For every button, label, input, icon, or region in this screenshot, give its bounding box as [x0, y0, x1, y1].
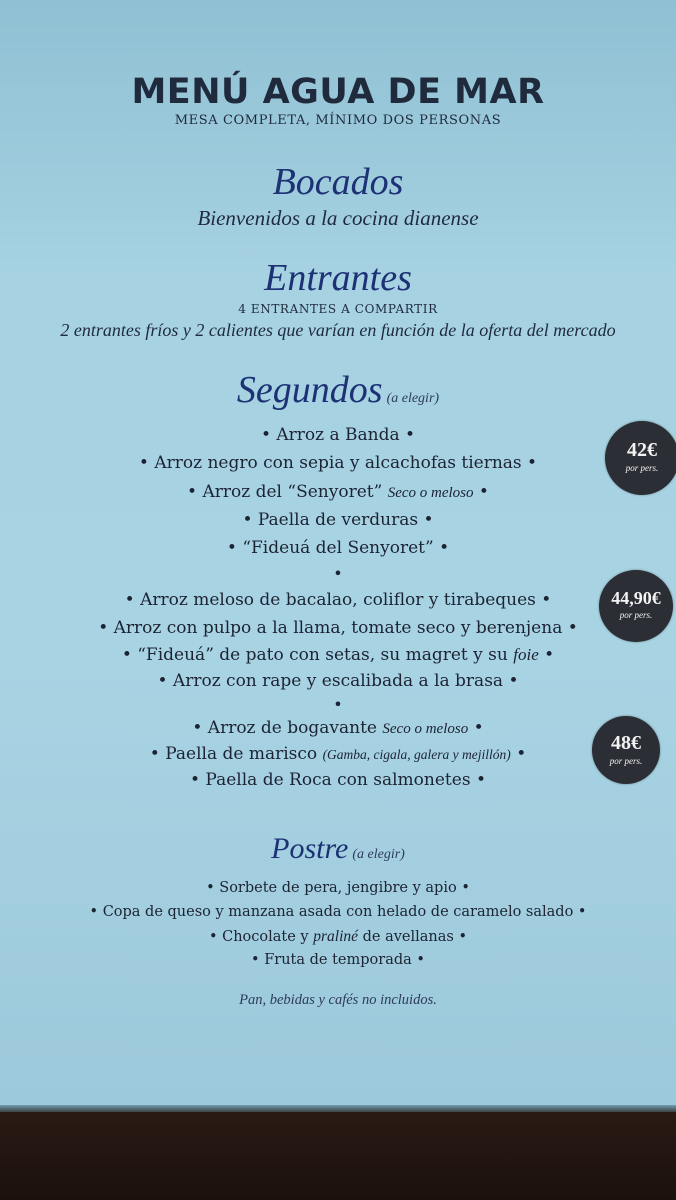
- dessert-name: • Chocolate y: [208, 929, 309, 945]
- price-value: 48€: [611, 732, 641, 754]
- price-unit: por pers.: [625, 463, 659, 473]
- main-dish-bullet: •: [544, 645, 555, 665]
- segundos-heading: Segundos: [236, 369, 383, 411]
- dessert-item: [0, 928, 676, 946]
- main-dish-option: Seco o meloso: [382, 721, 469, 737]
- main-dish-item: [0, 720, 676, 737]
- footer-note: Pan, bebidas y cafés no incluidos.: [239, 992, 437, 1008]
- main-dish-item: • Arroz a Banda •: [260, 425, 416, 445]
- main-dish-bullet: •: [516, 744, 527, 764]
- main-dish-name: • Arroz del “Senyoret”: [187, 482, 383, 502]
- price-badge-44-90: [599, 570, 673, 642]
- main-dish-item: [0, 746, 676, 763]
- main-dish-option: Seco o meloso: [387, 485, 474, 501]
- segundos-heading-row: [0, 368, 676, 412]
- price-badge-48: [592, 716, 660, 784]
- postre-note: (a elegir): [352, 847, 405, 862]
- main-dish-name: • “Fideuá” de pato con setas, su magret y su: [121, 645, 508, 665]
- main-dish-item: • Paella de verduras •: [242, 510, 434, 530]
- main-dish-option: foie: [513, 645, 539, 664]
- main-dish-item: • “Fideuá del Senyoret” •: [226, 538, 450, 558]
- main-dish-item: • Arroz con rape y escalibada a la brasa •: [157, 671, 519, 691]
- main-dish-option: (Gamba, cigala, galera y mejillón): [322, 747, 511, 762]
- dessert-item: • Sorbete de pera, jengibre y apio •: [206, 880, 470, 896]
- segundos-note: (a elegir): [386, 391, 440, 406]
- main-dish-name: • Paella de marisco: [149, 744, 318, 764]
- main-dish-item: • Arroz meloso de bacalao, coliflor y tirabeques •: [124, 590, 552, 610]
- bocados-heading: Bocados: [272, 161, 404, 203]
- bocados-description: Bienvenidos a la cocina dianense: [197, 206, 479, 230]
- main-dish-item: • Arroz negro con sepia y alcachofas tiernas •: [138, 453, 538, 473]
- price-value: 44,90€: [611, 588, 661, 608]
- floor-background: [0, 1112, 676, 1200]
- dessert-item: • Fruta de temporada •: [251, 952, 425, 968]
- group-separator: •: [333, 564, 343, 583]
- main-dish-item: [0, 484, 676, 501]
- price-value: 42€: [627, 439, 657, 461]
- entrantes-caption: 4 ENTRANTES A COMPARTIR: [238, 302, 438, 316]
- main-dish-item: [0, 646, 676, 664]
- menu-subtitle: MESA COMPLETA, MÍNIMO DOS PERSONAS: [174, 113, 502, 128]
- postre-heading-row: [0, 832, 676, 866]
- postre-heading: Postre: [271, 832, 349, 865]
- entrantes-heading: Entrantes: [264, 257, 412, 299]
- menu-title: MENÚ AGUA DE MAR: [131, 72, 545, 112]
- group-separator: •: [333, 695, 343, 714]
- main-dish-item: • Arroz con pulpo a la llama, tomate seco y berenjena •: [98, 618, 578, 638]
- main-dish-item: • Paella de Roca con salmonetes •: [190, 770, 486, 790]
- dessert-name-end: de avellanas •: [362, 929, 468, 945]
- dessert-item: • Copa de queso y manzana asada con helado de caramelo salado •: [89, 904, 587, 920]
- entrantes-description: 2 entrantes fríos y 2 calientes que varían en función de la oferta del mercado: [60, 320, 616, 340]
- main-dish-bullet: •: [478, 482, 489, 502]
- main-dish-bullet: •: [473, 718, 484, 738]
- price-badge-42: [605, 421, 676, 495]
- main-dish-name: • Arroz de bogavante: [192, 718, 377, 738]
- price-unit: por pers.: [609, 756, 643, 766]
- dessert-highlight: praliné: [313, 928, 359, 945]
- price-unit: por pers.: [619, 610, 653, 620]
